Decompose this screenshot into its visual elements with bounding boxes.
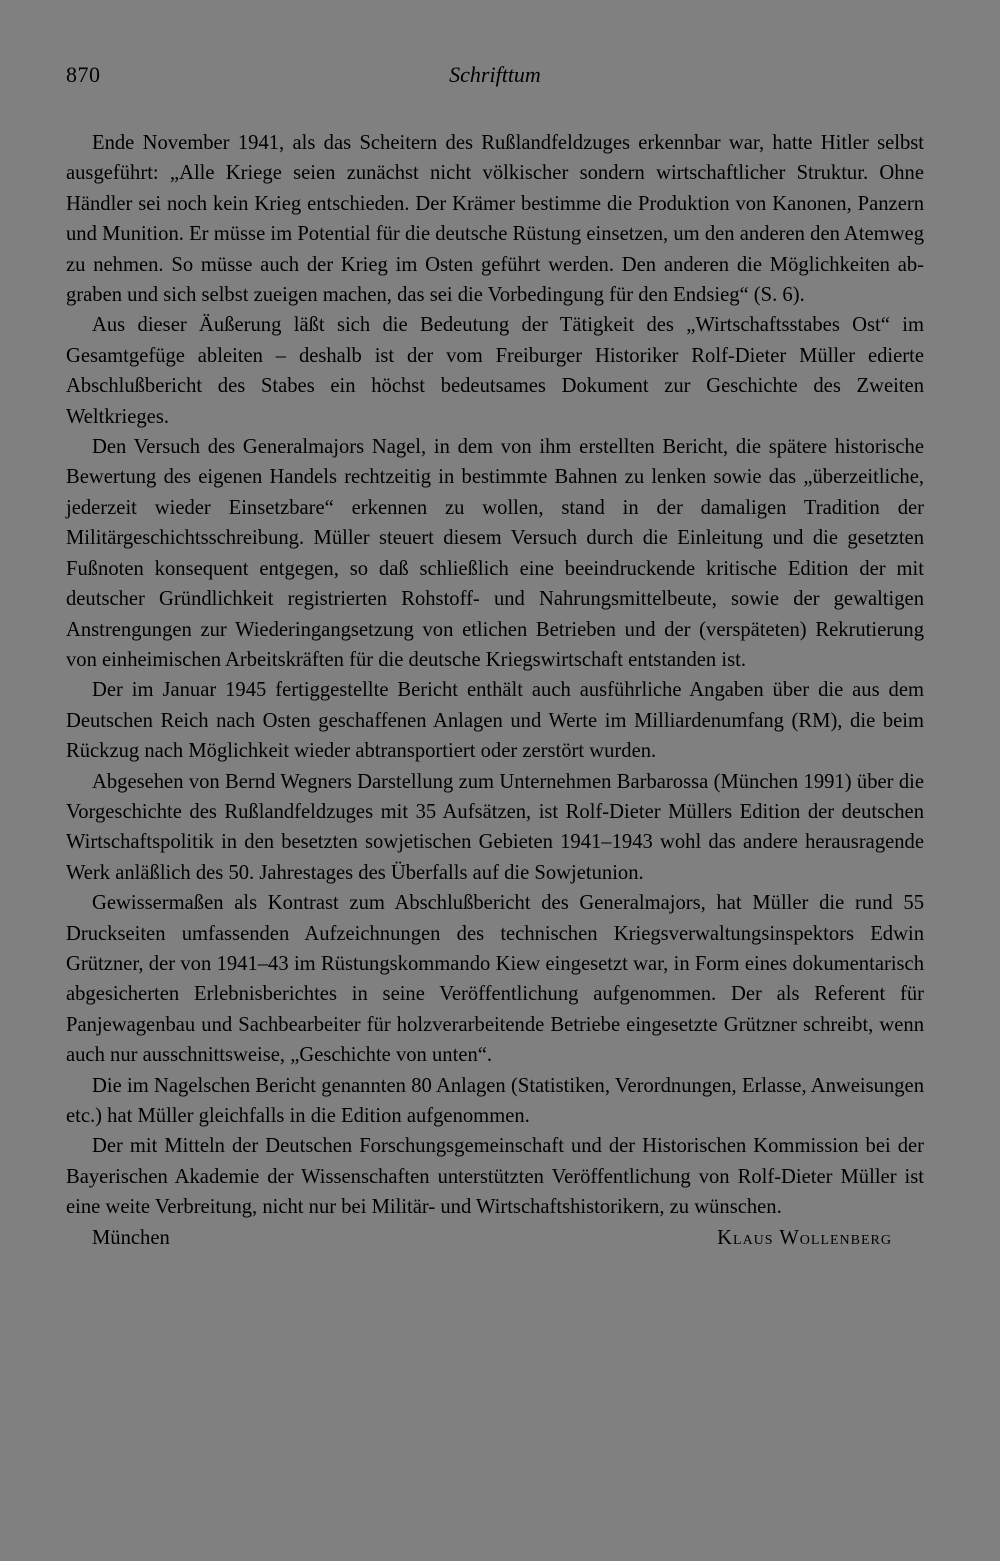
paragraph: Ende November 1941, als das Scheitern des Rußlandfeldzuges erkennbar war, hatte Hitler selbst ausgeführt: „Alle Kriege seien zunächst nicht völkischer sondern wirtschaftlicher Struktur. Ohne Händler sei noch kein Krieg entschieden. Der Krämer bestimme die Produktion von Kanonen, Panzern und Munition. Er müsse im Potential für die deutsche Rüstung einsetzen, um den anderen den Atemweg zu nehmen. So müsse auch der Krieg im Osten geführt werden. Den anderen die Möglichkeiten abgraben und sich selbst zueigen machen, das sei die Vorbedingung für den Endsieg“ (S. 6).	[66, 132, 924, 307]
running-header	[66, 60, 924, 96]
paragraph: Der mit Mitteln der Deutschen Forschungsgemeinschaft und der Historischen Kommission bei der Bayerischen Akademie der Wissenschaften unterstützten Veröffentlichung von Rolf-Dieter Müller ist eine weite Verbreitung, nicht nur bei Militär- und Wirtschaftshistorikern, zu wünschen.	[66, 1135, 924, 1219]
paragraph: Aus dieser Äußerung läßt sich die Bedeutung der Tätigkeit des „Wirtschaftsstabes Ost“ im Gesamtgefüge ableiten – deshalb ist der vom Freiburger Historiker Rolf-Dieter Müller edierte Abschlußbericht des Stabes ein höchst bedeutsames Dokument zur Geschichte des Zweiten Weltkrieges.	[66, 314, 924, 428]
signature-place: München	[92, 1226, 170, 1249]
page	[66, 60, 924, 1253]
paragraph: Abgesehen von Bernd Wegners Darstellung zum Unternehmen Barbarossa (München 1991) über die Vorgeschichte des Rußlandfeldzuges mit 35 Aufsätzen, ist Rolf-Dieter Müllers Edition der deutschen Wirtschaftspolitik in den besetzten sowjetischen Gebieten 1941–1943 wohl das andere herausragende Werk anläßlich des 50. Jahrestages des Überfalls auf die Sowjetunion.	[66, 770, 924, 884]
running-title: Schrifttum	[449, 62, 541, 87]
paragraph: Die im Nagelschen Bericht genannten 80 Anlagen (Statistiken, Verordnungen, Erlasse, Anweisungen etc.) hat Müller gleichfalls in die Edition aufgenommen.	[66, 1074, 924, 1127]
page-number: 870	[66, 62, 101, 87]
paragraph: Der im Januar 1945 fertiggestellte Bericht enthält auch ausführliche Angaben über die aus dem Deutschen Reich nach Osten geschaffenen Anlagen und Werte im Milliardenumfang (RM), die beim Rückzug nach Möglichkeit wieder abtransportiert oder zerstört wurden.	[66, 679, 924, 763]
article-body	[66, 128, 924, 1223]
signature-author: Klaus Wollenberg	[717, 1226, 892, 1249]
paragraph: Gewissermaßen als Kontrast zum Abschlußbericht des Generalmajors, hat Müller die rund 55 Druckseiten umfassenden Aufzeichnungen des technischen Kriegsverwaltungsinspektors Edwin Grützner, der von 1941–43 im Rüstungskommando Kiew eingesetzt war, in Form eines dokumentarisch abgesicherten Erlebnisberichtes in seine Veröffentlichung aufgenommen. Der als Referent für Panjewagenbau und Sachbearbeiter für holzverarbeitende Betriebe eingesetzte Grützner schreibt, wenn auch nur ausschnittsweise, „Geschichte von unten“.	[66, 892, 924, 1067]
paragraph: Den Versuch des Generalmajors Nagel, in dem von ihm erstellten Bericht, die spätere historische Bewertung des eigenen Handels rechtzeitig in bestimmte Bahnen zu lenken sowie das „überzeitliche, jederzeit wieder Einsetzbare“ erkennen zu wollen, stand in der damaligen Tradition der Militärgeschichtsschreibung. Müller steuert diesem Versuch durch die Einleitung und die gesetzten Fußnoten konsequent entgegen, so daß schließlich eine beeindruckende kritische Edition der mit deutscher Gründlichkeit registrierten Rohstoff- und Nahrungsmittelbeute, sowie der gewaltigen Anstrengungen zur Wiederingangsetzung von etlichen Betrieben und der (verspäteten) Rekrutierung von einheimischen Arbeitskräften für die deutsche Kriegswirtschaft entstanden ist.	[66, 436, 924, 671]
signature	[66, 1223, 924, 1253]
